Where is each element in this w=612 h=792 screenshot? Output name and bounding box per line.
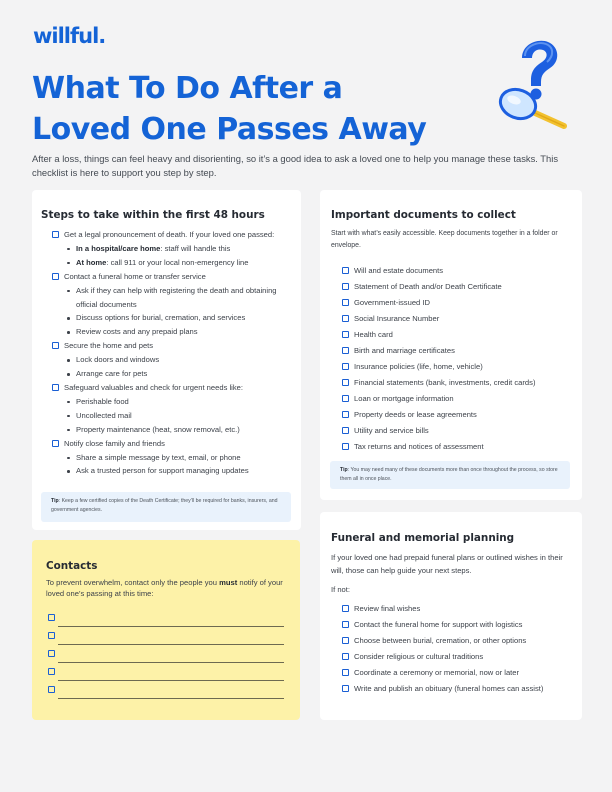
checkbox-icon[interactable] (342, 653, 349, 660)
sub-item: Arrange care for pets (64, 367, 298, 381)
contact-underline[interactable] (58, 698, 284, 699)
document-label: Social Insurance Number (354, 313, 440, 323)
sub-item (64, 256, 298, 270)
document-label: Financial statements (bank, investments, credit cards) (354, 377, 536, 387)
checkbox-icon[interactable] (342, 637, 349, 644)
documents-desc: Start with what’s easily accessible. Keep documents together in a folder or envelope. (331, 230, 558, 249)
question-magnifier-icon (494, 36, 576, 132)
document-item (342, 406, 578, 422)
checkbox-icon[interactable] (342, 669, 349, 676)
task-item (52, 228, 298, 270)
checkbox-icon[interactable] (52, 384, 59, 391)
document-label: Government-issued ID (354, 297, 430, 307)
contact-underline[interactable] (58, 662, 284, 663)
checkbox-icon[interactable] (52, 273, 59, 280)
funeral-label: Review final wishes (354, 603, 421, 613)
document-label: Loan or mortgage information (354, 393, 454, 403)
checkbox-icon[interactable] (342, 605, 349, 612)
document-item (342, 310, 578, 326)
sub-list (64, 284, 298, 340)
checkbox-icon[interactable] (48, 614, 55, 621)
contacts-heading: Contacts (46, 560, 98, 572)
checkbox-icon[interactable] (52, 342, 59, 349)
contact-underline[interactable] (58, 644, 284, 645)
tip-label: Tip (51, 498, 59, 504)
contact-line[interactable] (48, 632, 284, 640)
funeral-label: Coordinate a ceremony or memorial, now or later (354, 667, 520, 677)
tip-text: : Keep a few certified copies of the Death Certificate; they’ll be required for banks, insurers, and government agencies. (51, 498, 278, 513)
sub-item-bold: At home (76, 257, 107, 267)
funeral-item (342, 616, 578, 632)
funeral-heading: Funeral and memorial planning (331, 532, 515, 544)
checkbox-icon[interactable] (48, 650, 55, 657)
document-label: Will and estate documents (354, 265, 444, 275)
tip-text: : You may need many of these documents more than once throughout the process, so store them all in once place. (340, 467, 558, 482)
sub-item: Share a simple message by text, email, or phone (64, 451, 298, 465)
checkbox-icon[interactable] (342, 411, 349, 418)
checkbox-icon[interactable] (48, 686, 55, 693)
document-item (342, 342, 578, 358)
task-item (52, 270, 298, 340)
tip-label: Tip (340, 467, 348, 473)
sub-item (64, 242, 298, 256)
document-item (342, 294, 578, 310)
steps-card (32, 190, 301, 530)
document-item (342, 278, 578, 294)
checkbox-icon[interactable] (48, 668, 55, 675)
sub-item: Perishable food (64, 395, 298, 409)
sub-item: Ask a trusted person for support managing updates (64, 464, 298, 478)
sub-item-text: : call 911 or your local non-emergency line (106, 257, 249, 267)
steps-heading: Steps to take within the first 48 hours (41, 209, 265, 221)
checkbox-icon[interactable] (342, 443, 349, 450)
sub-list (64, 353, 298, 381)
contacts-desc-before: To prevent overwhelm, contact only the people you (46, 578, 220, 587)
document-label: Birth and marriage certificates (354, 345, 455, 355)
contacts-desc (46, 577, 292, 599)
contacts-card (32, 540, 300, 720)
sub-list (64, 242, 298, 270)
sub-item: Ask if they can help with registering the death and obtaining official documents (64, 284, 298, 312)
sub-item: Discuss options for burial, cremation, and services (64, 311, 298, 325)
task-label: Safeguard valuables and check for urgent needs like: (64, 382, 243, 392)
document-label: Insurance policies (life, home, vehicle) (354, 361, 483, 371)
steps-list (52, 228, 298, 478)
document-item (342, 374, 578, 390)
contact-line[interactable] (48, 668, 284, 676)
willful-logo: willful. (33, 24, 106, 48)
document-item (342, 438, 578, 454)
task-item (52, 437, 298, 479)
document-label: Property deeds or lease agreements (354, 409, 477, 419)
document-item (342, 422, 578, 438)
checkbox-icon[interactable] (342, 621, 349, 628)
funeral-label: Consider religious or cultural traditions (354, 651, 484, 661)
checkbox-icon[interactable] (48, 632, 55, 639)
sub-list (64, 395, 298, 437)
checkbox-icon[interactable] (342, 299, 349, 306)
steps-tip (41, 492, 291, 522)
contacts-desc-bold: must (219, 578, 238, 587)
task-label: Contact a funeral home or transfer service (64, 271, 206, 281)
document-item (342, 262, 578, 278)
sub-list (64, 451, 298, 479)
checkbox-icon[interactable] (342, 267, 349, 274)
contact-line[interactable] (48, 650, 284, 658)
task-item (52, 339, 298, 381)
sub-item-bold: In a hospital/care home (76, 243, 161, 253)
checkbox-icon[interactable] (52, 440, 59, 447)
funeral-item (342, 664, 578, 680)
document-item (342, 326, 578, 342)
checkbox-icon[interactable] (342, 685, 349, 692)
sub-item: Review costs and any prepaid plans (64, 325, 298, 339)
checkbox-icon[interactable] (342, 363, 349, 370)
documents-card (320, 190, 582, 500)
checkbox-icon[interactable] (342, 427, 349, 434)
funeral-item (342, 632, 578, 648)
documents-tip (330, 461, 570, 489)
funeral-desc: If your loved one had prepaid funeral plans or outlined wishes in their will, those can help guide your next steps. (331, 553, 563, 575)
documents-heading: Important documents to collect (331, 209, 516, 221)
contacts-desc-after: notify of your loved one’s passing at this time: (46, 578, 283, 598)
document-label: Tax returns and notices of assessment (354, 441, 484, 451)
document-label: Health card (354, 329, 393, 339)
funeral-item (342, 600, 578, 616)
funeral-item (342, 680, 578, 696)
checkbox-icon[interactable] (342, 331, 349, 338)
intro-text: After a loss, things can feel heavy and disorienting, so it’s a good idea to ask a loved one to help you manage these tasks. This checklist is here to support you step by step. (32, 153, 559, 178)
checkbox-icon[interactable] (52, 231, 59, 238)
task-item (52, 381, 298, 437)
contact-line[interactable] (48, 686, 284, 694)
document-label: Utility and service bills (354, 425, 429, 435)
funeral-item (342, 648, 578, 664)
contact-underline[interactable] (58, 626, 284, 627)
page-title-line-1: What To Do After a (32, 71, 343, 106)
document-item (342, 358, 578, 374)
page-title (32, 68, 472, 150)
checkbox-icon[interactable] (342, 395, 349, 402)
page-title-line-2: Loved One Passes Away (32, 112, 427, 147)
sub-item: Lock doors and windows (64, 353, 298, 367)
contact-line[interactable] (48, 614, 284, 622)
checkbox-icon[interactable] (342, 283, 349, 290)
document-item (342, 390, 578, 406)
funeral-label: Choose between burial, cremation, or other options (354, 635, 527, 645)
funeral-list (342, 600, 578, 696)
document-label: Statement of Death and/or Death Certificate (354, 281, 502, 291)
task-label: Get a legal pronouncement of death. If your loved one passed: (64, 230, 275, 239)
funeral-card (320, 512, 582, 720)
task-label: Secure the home and pets (64, 341, 154, 351)
checkbox-icon[interactable] (342, 315, 349, 322)
checkbox-icon[interactable] (342, 379, 349, 386)
documents-list (342, 262, 578, 454)
funeral-label: Contact the funeral home for support with logistics (354, 619, 523, 629)
sub-item-text: : staff will handle this (160, 243, 231, 253)
task-label: Notify close family and friends (64, 438, 165, 448)
sub-item: Property maintenance (heat, snow removal, etc.) (64, 423, 298, 437)
sub-item: Uncollected mail (64, 409, 298, 423)
funeral-label: Write and publish an obituary (funeral homes can assist) (354, 683, 544, 693)
checkbox-icon[interactable] (342, 347, 349, 354)
funeral-if-not: If not: (331, 585, 350, 594)
contact-underline[interactable] (58, 680, 284, 681)
